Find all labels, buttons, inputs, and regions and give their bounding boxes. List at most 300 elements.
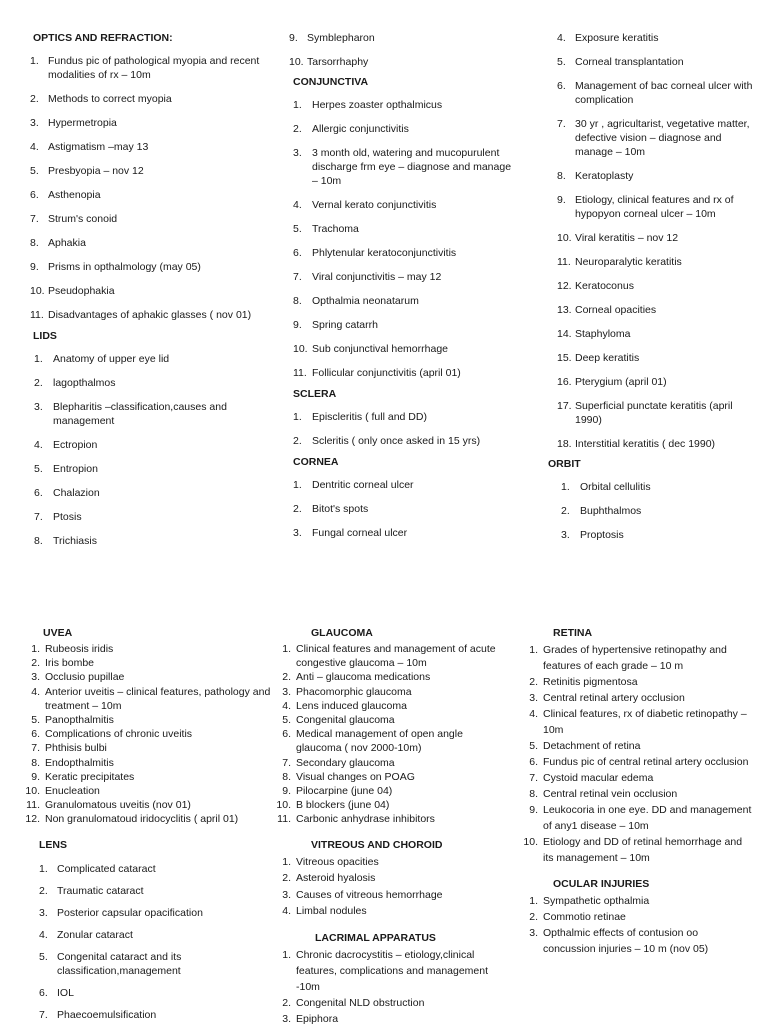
list-number: 7. xyxy=(39,1008,48,1021)
list-number: 5. xyxy=(39,950,48,963)
list-text: Anti – glaucoma medications xyxy=(296,671,431,684)
list-text: Opthalmia neonatarum xyxy=(312,295,419,307)
list-item xyxy=(30,212,275,226)
list-number: 6. xyxy=(31,728,40,741)
list-item xyxy=(276,870,508,887)
list-number: 3. xyxy=(31,671,40,684)
list-number: 13. xyxy=(557,304,572,316)
list-number: 8. xyxy=(34,535,43,547)
list-number: 3. xyxy=(34,401,43,413)
list-text: Symblepharon xyxy=(307,32,375,44)
section-title-uvea: UVEA xyxy=(43,627,73,639)
list-text: Anterior uveitis – clinical features, pathology and treatment – 10m xyxy=(45,685,271,712)
list-text: Congenital NLD obstruction xyxy=(296,996,425,1009)
list-text: Proptosis xyxy=(580,529,624,541)
list-number: 11. xyxy=(26,799,40,812)
list-item xyxy=(523,786,753,802)
list-number: 1. xyxy=(529,895,538,907)
list-item xyxy=(25,798,275,812)
list-text: Chalazion xyxy=(53,487,100,499)
list-number: 4. xyxy=(557,32,566,44)
list-text: Methods to correct myopia xyxy=(48,93,172,105)
list-text: Causes of vitreous hemorrhage xyxy=(296,888,443,901)
list-text: Detachment of retina xyxy=(543,740,641,752)
list-item xyxy=(557,351,753,365)
list-text: Enucleation xyxy=(45,785,100,798)
list-number: 1. xyxy=(34,353,43,365)
list-number: 9. xyxy=(289,32,298,44)
list-item xyxy=(557,437,753,451)
list-text: Asthenopia xyxy=(48,189,101,201)
list-number: 9. xyxy=(293,319,302,331)
list-text: Endopthalmitis xyxy=(45,756,114,769)
list-item xyxy=(289,55,517,69)
list-item xyxy=(289,410,517,424)
list-number: 1. xyxy=(529,644,538,656)
list-item xyxy=(289,270,517,284)
list-text: Trichiasis xyxy=(53,535,97,547)
list-item xyxy=(30,438,275,452)
list-item xyxy=(523,690,753,706)
list-number: 7. xyxy=(34,511,43,523)
list-item xyxy=(30,352,275,366)
list-item xyxy=(523,909,753,925)
list-item xyxy=(25,741,275,755)
list-number: 8. xyxy=(282,770,291,783)
list-item xyxy=(557,528,753,542)
list-item xyxy=(276,713,508,727)
list-number: 1. xyxy=(561,481,570,493)
list-item xyxy=(276,1011,508,1027)
list-text: Allergic conjunctivitis xyxy=(312,123,409,135)
list-item xyxy=(557,79,753,107)
list-item xyxy=(276,670,508,684)
list-item xyxy=(276,642,508,670)
list-item xyxy=(289,198,517,212)
list-number: 2. xyxy=(293,503,302,515)
list-text: Etiology and DD of retinal hemorrhage and its management – 10m xyxy=(543,836,743,864)
list-text: Keratic precipitates xyxy=(45,770,135,783)
list-text: Epiphora xyxy=(296,1012,339,1025)
list-item xyxy=(30,92,275,106)
list-text: Limbal nodules xyxy=(296,905,367,918)
list-text: Interstitial keratitis ( dec 1990) xyxy=(575,438,716,450)
list-number: 2. xyxy=(39,884,48,897)
list-number: 2. xyxy=(529,911,538,923)
list-text: IOL xyxy=(57,986,74,999)
list-number: 6. xyxy=(39,986,48,999)
list-item xyxy=(289,246,517,260)
list-text: Phlytenular keratoconjunctivitis xyxy=(312,247,457,259)
list-number: 1. xyxy=(39,862,48,875)
list-item xyxy=(276,903,508,920)
list-number: 9. xyxy=(30,261,39,273)
section-cornea xyxy=(289,455,517,540)
list-text: Lens induced glaucoma xyxy=(296,699,407,712)
list-number: 8. xyxy=(557,170,566,182)
column-3-bottom xyxy=(523,621,753,957)
list-text: Trachoma xyxy=(312,223,359,235)
list-item xyxy=(25,713,275,727)
list-item xyxy=(276,756,508,770)
section-cornea-cont xyxy=(557,31,753,451)
section-sclera xyxy=(289,387,517,448)
section-title-glaucoma: GLAUCOMA xyxy=(311,627,373,639)
list-item xyxy=(289,222,517,236)
list-number: 12. xyxy=(557,280,572,292)
list-item xyxy=(289,294,517,308)
list-text: Etiology, clinical features and rx of hypopyon corneal ulcer – 10m xyxy=(575,194,734,220)
list-number: 5. xyxy=(34,463,43,475)
list-item xyxy=(276,854,508,871)
section-title-vitreous: VITREOUS AND CHOROID xyxy=(311,838,443,851)
list-text: Granulomatous uveitis (nov 01) xyxy=(45,799,191,812)
section-optics xyxy=(30,31,275,322)
list-number: 6. xyxy=(282,728,291,741)
list-number: 3. xyxy=(561,529,570,541)
list-number: 1. xyxy=(282,855,291,868)
list-text: Congenital cataract and its classification,management xyxy=(57,950,182,977)
list-number: 4. xyxy=(34,439,43,451)
list-text: B blockers (june 04) xyxy=(296,799,390,812)
list-item xyxy=(523,802,753,834)
list-number: 3. xyxy=(282,1012,291,1025)
list-number: 9. xyxy=(31,770,40,783)
list-text: Astigmatism –may 13 xyxy=(48,141,149,153)
section-title: SCLERA xyxy=(293,388,337,400)
list-text: Viral conjunctivitis – may 12 xyxy=(312,271,442,283)
list-text: Commotio retinae xyxy=(543,911,626,923)
list-number: 5. xyxy=(30,165,39,177)
list-number: 6. xyxy=(557,80,566,92)
list-item xyxy=(25,784,275,798)
list-number: 6. xyxy=(30,189,39,201)
list-number: 6. xyxy=(529,756,538,768)
list-text: Corneal opacities xyxy=(575,304,657,316)
list-number: 4. xyxy=(30,141,39,153)
list-item xyxy=(30,308,275,322)
list-number: 2. xyxy=(31,657,40,670)
list-number: 16. xyxy=(557,376,572,388)
list-text: Spring catarrh xyxy=(312,319,378,331)
list-item xyxy=(557,303,753,317)
list-item xyxy=(523,642,753,674)
list-text: Ectropion xyxy=(53,439,98,451)
list-text: Strum's conoid xyxy=(48,213,118,225)
list-item xyxy=(289,434,517,448)
list-item xyxy=(35,862,275,876)
list-text: Zonular cataract xyxy=(57,928,133,941)
list-item xyxy=(289,366,517,380)
list-number: 7. xyxy=(31,742,40,755)
list-item xyxy=(557,375,753,389)
list-text: Carbonic anhydrase inhibitors xyxy=(296,813,435,826)
list-text: Retinitis pigmentosa xyxy=(543,676,638,688)
list-text: Complicated cataract xyxy=(57,862,156,875)
list-item xyxy=(30,534,275,548)
list-number: 8. xyxy=(30,237,39,249)
list-text: 30 yr , agricultarist, vegetative matter, defective vision – diagnose and manage – 10m xyxy=(575,118,750,158)
list-number: 1. xyxy=(31,643,40,655)
list-item xyxy=(30,400,275,428)
list-number: 1. xyxy=(293,479,302,491)
list-text: Viral keratitis – nov 12 xyxy=(575,232,679,244)
list-item xyxy=(30,462,275,476)
list-text: Leukocoria in one eye. DD and management of any1 disease – 10m xyxy=(543,804,752,832)
list-number: 5. xyxy=(529,740,538,752)
list-item xyxy=(557,55,753,69)
list-item xyxy=(35,906,275,920)
section-lids xyxy=(30,329,275,548)
list-number: 10. xyxy=(293,343,308,355)
list-item xyxy=(523,706,753,738)
list-number: 6. xyxy=(34,487,43,499)
list-item xyxy=(30,284,275,298)
list-number: 17. xyxy=(557,400,572,412)
list-text: Traumatic cataract xyxy=(57,884,144,897)
list-text: Episcleritis ( full and DD) xyxy=(312,411,427,423)
list-number: 11. xyxy=(557,256,571,268)
list-number: 3. xyxy=(282,888,291,901)
list-number: 4. xyxy=(293,199,302,211)
list-text: Phacomorphic glaucoma xyxy=(296,685,412,698)
column-2-top xyxy=(289,31,517,550)
list-number: 9. xyxy=(282,785,291,798)
list-number: 7. xyxy=(30,213,39,225)
list-item xyxy=(30,164,275,178)
list-item xyxy=(557,279,753,293)
list-text: Congenital glaucoma xyxy=(296,714,395,727)
list-text: Pseudophakia xyxy=(48,285,115,297)
list-item xyxy=(523,674,753,690)
list-text: Entropion xyxy=(53,463,98,475)
list-text: Opthalmic effects of contusion oo concussion injuries – 10 m (nov 05) xyxy=(543,927,709,955)
list-number: 10. xyxy=(523,836,538,848)
list-number: 2. xyxy=(282,996,291,1009)
list-number: 10. xyxy=(30,285,45,297)
list-text: Iris bombe xyxy=(45,657,95,670)
list-item xyxy=(25,756,275,770)
list-item xyxy=(557,480,753,494)
list-number: 11. xyxy=(30,309,44,321)
list-number: 7. xyxy=(282,756,291,769)
list-text: Clinical features and management of acute congestive glaucoma – 10m xyxy=(296,643,496,670)
list-text: Asteroid hyalosis xyxy=(296,872,376,885)
list-text: Presbyopia – nov 12 xyxy=(48,165,144,177)
list-number: 2. xyxy=(293,435,302,447)
list-number: 2. xyxy=(561,505,570,517)
list-number: 3. xyxy=(39,906,48,919)
list-text: Bitot's spots xyxy=(312,503,369,515)
list-text: Anatomy of upper eye lid xyxy=(53,353,170,365)
list-item xyxy=(289,318,517,332)
list-text: Complications of chronic uveitis xyxy=(45,728,193,741)
list-number: 1. xyxy=(282,643,291,655)
list-item xyxy=(289,122,517,136)
column-1-top xyxy=(30,31,275,558)
list-text: 3 month old, watering and mucopurulent discharge frm eye – diagnose and manage – 10m xyxy=(312,147,512,187)
list-item xyxy=(557,504,753,518)
list-text: Central retinal vein occlusion xyxy=(543,788,678,800)
list-number: 9. xyxy=(529,804,538,816)
section-orbit xyxy=(548,457,753,542)
list-number: 11. xyxy=(277,813,291,826)
list-number: 8. xyxy=(529,788,538,800)
list-text: Neuroparalytic keratitis xyxy=(575,256,682,268)
list-text: Pilocarpine (june 04) xyxy=(296,785,393,798)
section-title: OPTICS AND REFRACTION: xyxy=(33,32,173,44)
list-number: 11. xyxy=(293,367,307,379)
list-text: Secondary glaucoma xyxy=(296,756,395,769)
list-number: 2. xyxy=(529,676,538,688)
list-text: Panopthalmitis xyxy=(45,714,114,727)
list-item xyxy=(276,812,508,826)
list-item xyxy=(289,146,517,188)
list-number: 4. xyxy=(529,708,538,720)
list-item xyxy=(557,327,753,341)
list-text: Posterior capsular opacification xyxy=(57,906,203,919)
list-item xyxy=(25,670,275,684)
list-number: 5. xyxy=(282,714,291,727)
list-text: Vitreous opacities xyxy=(296,855,379,868)
list-number: 2. xyxy=(34,377,43,389)
list-number: 2. xyxy=(282,671,291,684)
list-item xyxy=(557,255,753,269)
list-number: 18. xyxy=(557,438,572,450)
list-item xyxy=(25,642,275,656)
list-item xyxy=(276,685,508,699)
list-text: Cystoid macular edema xyxy=(543,772,654,784)
list-text: Vernal kerato conjunctivitis xyxy=(312,199,437,211)
list-number: 10. xyxy=(25,785,40,798)
list-text: Blepharitis –classification,causes and management xyxy=(53,401,227,427)
list-item xyxy=(276,887,508,904)
list-item xyxy=(523,893,753,909)
list-text: Non granulomatoud iridocyclitis ( april 01) xyxy=(45,813,239,826)
list-number: 4. xyxy=(282,699,291,712)
section-title: ORBIT xyxy=(548,458,581,470)
list-item xyxy=(25,656,275,670)
list-number: 10. xyxy=(289,56,304,68)
list-number: 1. xyxy=(30,55,39,67)
list-number: 8. xyxy=(293,295,302,307)
list-item xyxy=(35,1008,275,1022)
list-text: Superficial punctate keratitis (april 1990) xyxy=(575,400,733,426)
list-text: Prisms in opthalmology (may 05) xyxy=(48,261,201,273)
list-number: 3. xyxy=(293,147,302,159)
list-number: 7. xyxy=(557,118,566,130)
column-3-top xyxy=(548,31,753,552)
list-item xyxy=(557,31,753,45)
list-item xyxy=(25,770,275,784)
list-number: 1. xyxy=(293,99,302,111)
column-2-bottom xyxy=(276,621,508,1027)
list-text: Phthisis bulbi xyxy=(45,742,107,755)
list-number: 3. xyxy=(293,527,302,539)
list-text: Fungal corneal ulcer xyxy=(312,527,408,539)
list-item xyxy=(557,169,753,183)
list-text: Herpes zoaster opthalmicus xyxy=(312,99,443,111)
section-title-injuries: OCULAR INJURIES xyxy=(553,878,650,890)
list-number: 10. xyxy=(276,799,291,812)
list-number: 15. xyxy=(557,352,572,364)
list-number: 3. xyxy=(30,117,39,129)
list-item xyxy=(289,98,517,112)
list-text: Hypermetropia xyxy=(48,117,117,129)
section-title-lens: LENS xyxy=(39,838,68,851)
list-number: 7. xyxy=(293,271,302,283)
list-number: 3. xyxy=(529,692,538,704)
section-title-retina: RETINA xyxy=(553,627,593,639)
list-text: Rubeosis iridis xyxy=(45,643,114,655)
list-number: 5. xyxy=(31,714,40,727)
list-text: Chronic dacrocystitis – etiology,clinical features, complications and management -10m xyxy=(296,948,489,993)
list-item xyxy=(25,685,275,713)
list-item xyxy=(557,117,753,159)
list-text: Keratoplasty xyxy=(575,170,634,182)
list-text: Grades of hypertensive retinopathy and features of each grade – 10 m xyxy=(543,644,727,672)
list-number: 5. xyxy=(557,56,566,68)
section-title-lacrimal: LACRIMAL APPARATUS xyxy=(315,931,436,944)
list-number: 4. xyxy=(282,905,291,918)
list-number: 2. xyxy=(30,93,39,105)
list-number: 3. xyxy=(529,927,538,939)
list-item xyxy=(30,140,275,154)
list-text: Buphthalmos xyxy=(580,505,642,517)
section-conjunctiva xyxy=(289,75,517,380)
list-item xyxy=(276,784,508,798)
list-number: 10. xyxy=(557,232,572,244)
list-item xyxy=(276,947,508,995)
list-item xyxy=(276,798,508,812)
list-item xyxy=(30,236,275,250)
list-text: Occlusio pupillae xyxy=(45,671,125,684)
list-text: Exposure keratitis xyxy=(575,32,659,44)
list-item xyxy=(30,376,275,390)
list-text: Orbital cellulitis xyxy=(580,481,651,493)
list-text: Medical management of open angle glaucoma ( nov 2000-10m) xyxy=(296,728,463,755)
list-text: Fundus pic of central retinal artery occlusion xyxy=(543,756,749,768)
list-text: Management of bac corneal ulcer with complication xyxy=(575,80,753,106)
list-text: Central retinal artery occlusion xyxy=(543,692,685,704)
list-item xyxy=(523,754,753,770)
list-text: Sub conjunctival hemorrhage xyxy=(312,343,448,355)
list-number: 14. xyxy=(557,328,572,340)
list-item xyxy=(35,950,275,978)
list-item xyxy=(35,928,275,942)
list-number: 9. xyxy=(557,194,566,206)
list-item xyxy=(289,526,517,540)
list-text: Ptosis xyxy=(53,511,82,523)
list-number: 3. xyxy=(282,685,291,698)
list-number: 1. xyxy=(282,948,291,961)
list-item xyxy=(523,770,753,786)
list-number: 12. xyxy=(25,813,40,826)
list-item xyxy=(557,399,753,427)
list-number: 5. xyxy=(293,223,302,235)
list-number: 7. xyxy=(529,772,538,784)
list-text: Visual changes on POAG xyxy=(296,770,415,783)
section-title: CORNEA xyxy=(293,456,339,468)
list-item xyxy=(557,231,753,245)
list-item xyxy=(30,260,275,274)
list-item xyxy=(30,54,275,82)
list-text: lagopthalmos xyxy=(53,377,116,389)
list-item xyxy=(523,925,753,957)
column-1-bottom xyxy=(25,621,275,1030)
list-number: 4. xyxy=(31,685,40,698)
list-number: 1. xyxy=(293,411,302,423)
